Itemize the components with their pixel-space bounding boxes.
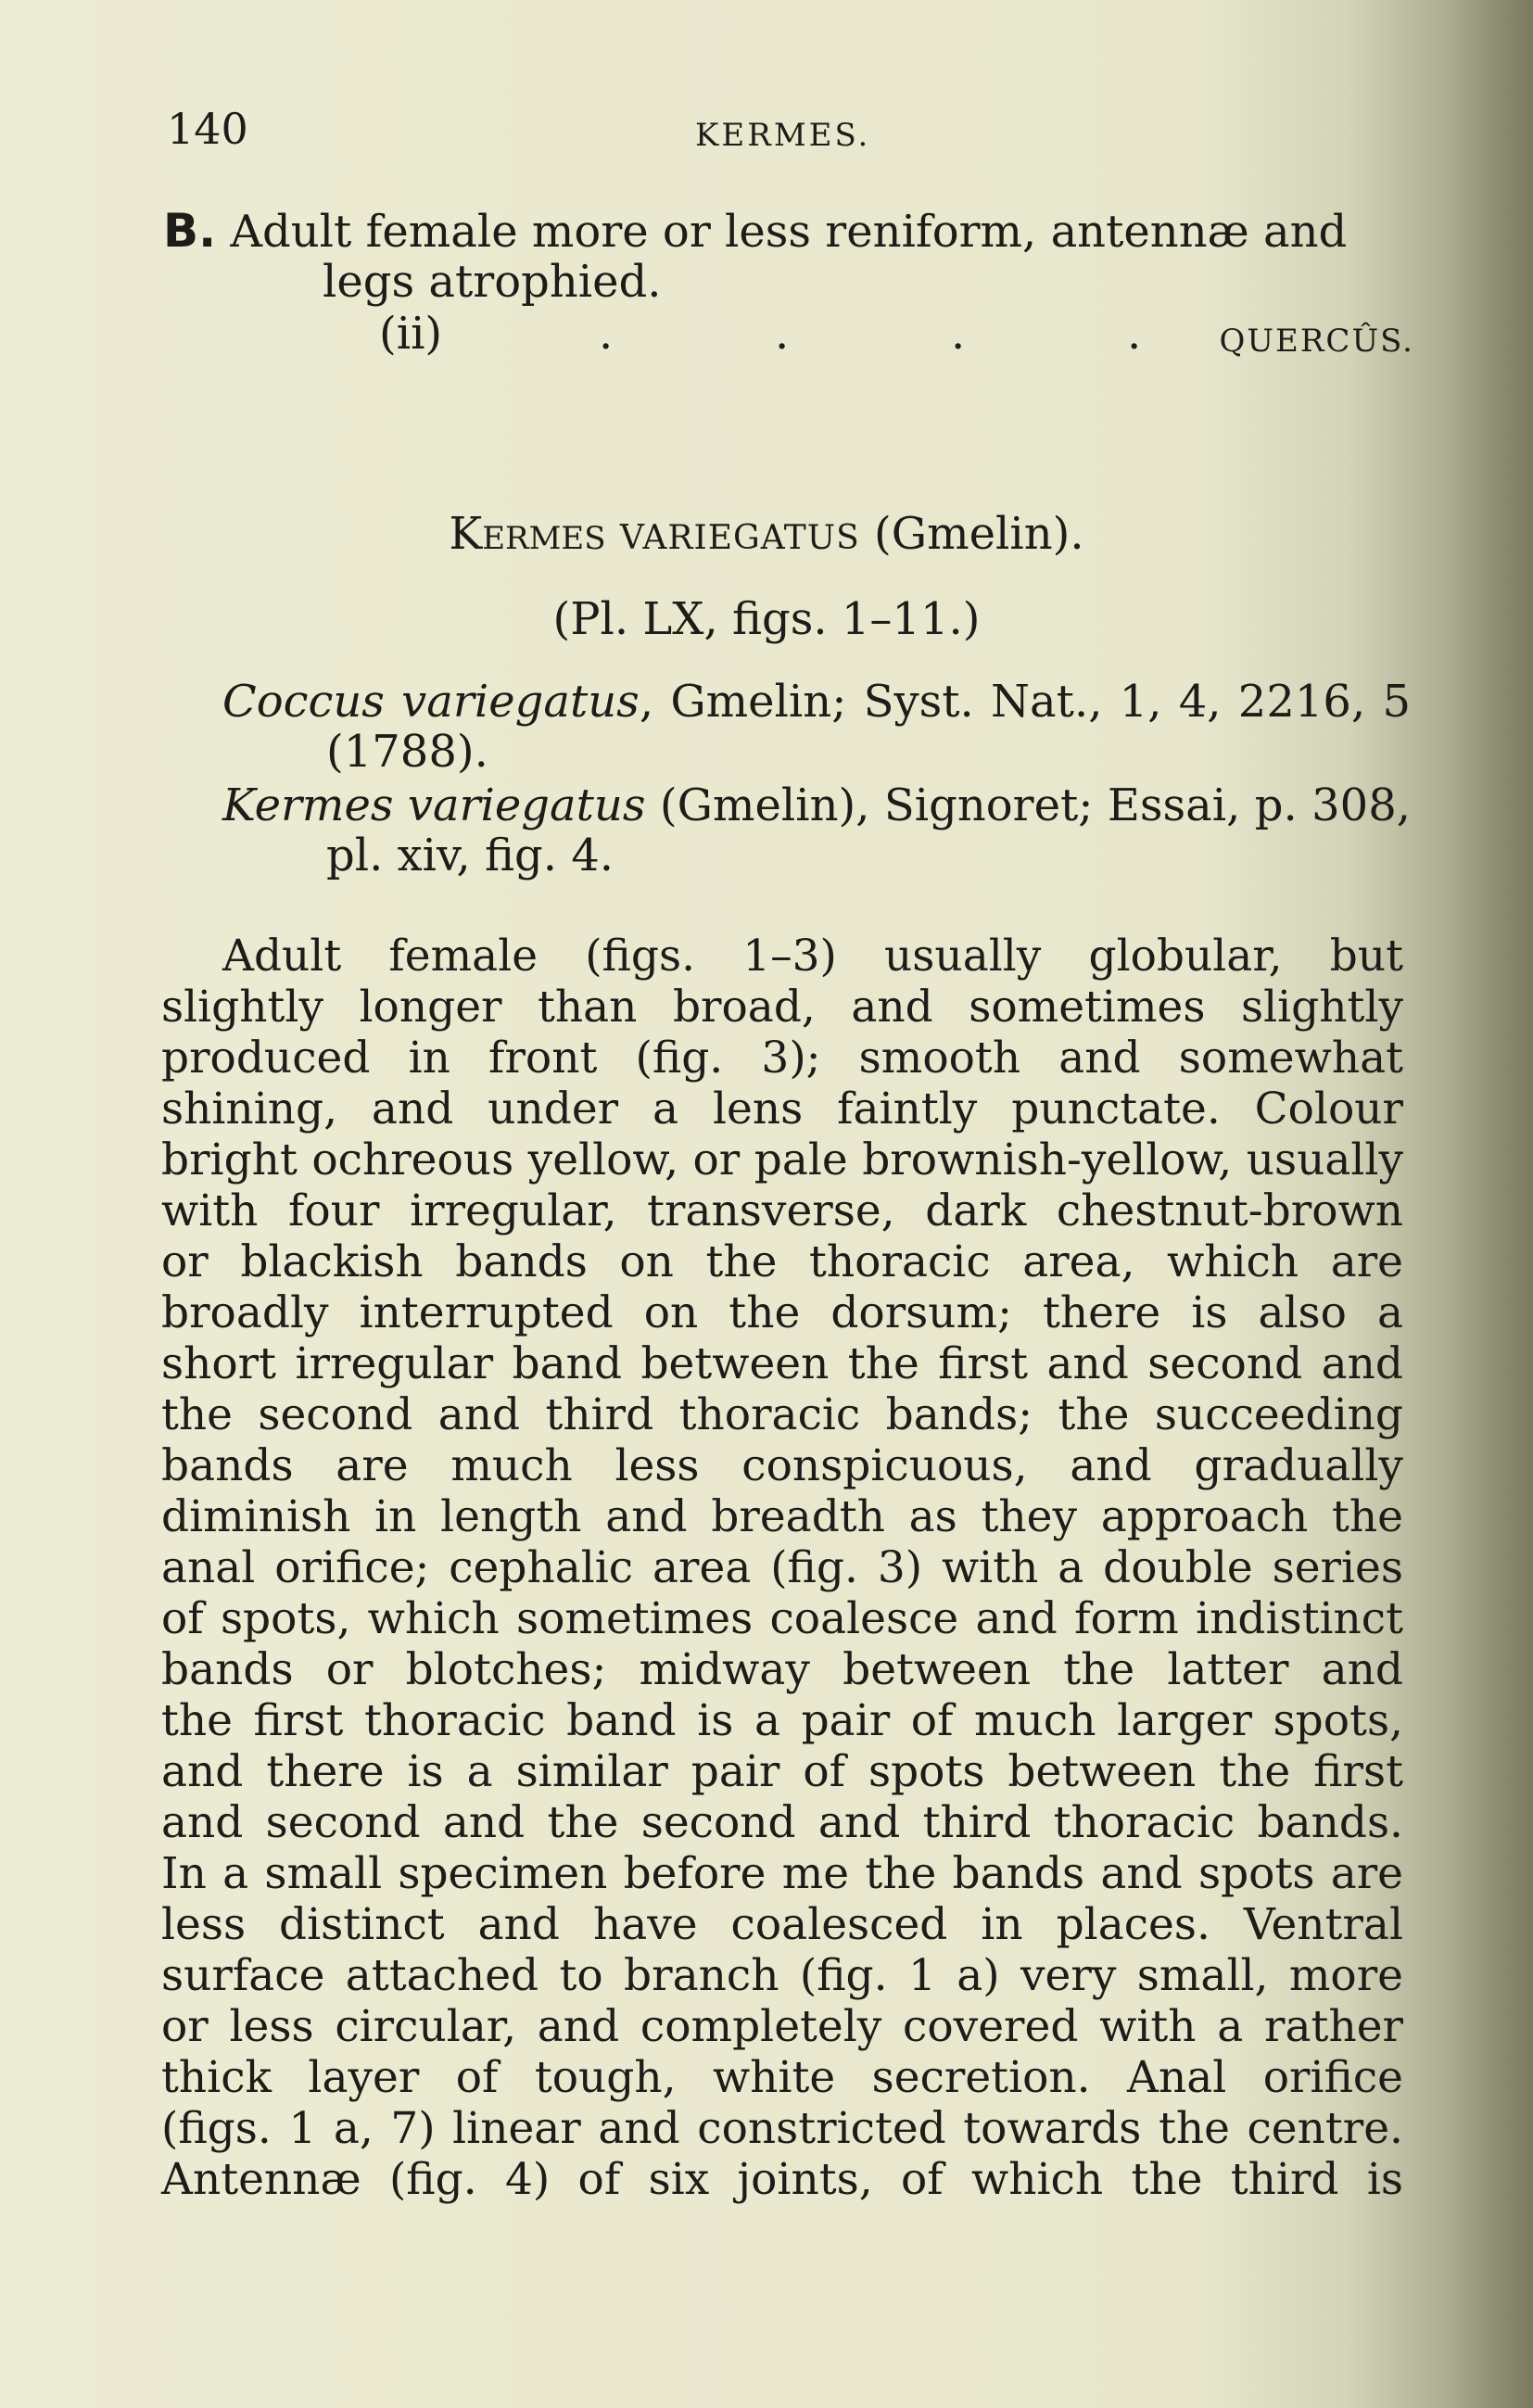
description-line: slightly longer than broad, and sometimes slightly <box>161 982 1403 1033</box>
key-numeral: (ii) <box>379 308 443 360</box>
description-line: bands are much less conspicuous, and gradually <box>161 1440 1403 1491</box>
description-line: or blackish bands on the thoracic area, which are <box>161 1236 1403 1287</box>
header-title: KERMES. <box>695 117 871 154</box>
page-number: 140 <box>167 104 248 154</box>
synonym-citation: , Gmelin; Syst. Nat., 1, 4, 2216, 5 <box>639 676 1412 728</box>
description-line: diminish in length and breadth as they approach the <box>161 1491 1403 1542</box>
synonym-citation: (Gmelin), Signoret; Essai, p. 308, <box>645 779 1411 831</box>
key-letter: B. <box>163 204 217 258</box>
description-line: thick layer of tough, white secretion. Anal orifice <box>161 2052 1403 2103</box>
key-line-2: legs atrophied. <box>323 256 662 308</box>
description-line: (figs. 1 a, 7) linear and constricted towards the centre. <box>161 2103 1403 2154</box>
description-line: surface attached to branch (fig. 1 a) very small, more <box>161 1950 1403 2001</box>
key-genus: QUERCÛS. <box>1219 323 1414 360</box>
description-line: broadly interrupted on the dorsum; there is also a <box>161 1287 1403 1338</box>
description-line: In a small specimen before me the bands and spots are <box>161 1848 1403 1899</box>
synonym-citation-continued: (1788). <box>326 726 488 778</box>
description-line: less distinct and have coalesced in places. Ventral <box>161 1899 1403 1950</box>
description-line: bands or blotches; midway between the latter and <box>161 1644 1403 1695</box>
plate-reference: (Pl. LX, figs. 1–11.) <box>552 593 981 645</box>
leader-dot: . <box>1127 308 1142 360</box>
page-edge-shadow <box>1450 0 1533 2408</box>
description-line: Adult female (figs. 1–3) usually globular, but <box>222 931 1403 982</box>
synonym-name: Kermes variegatus <box>222 779 646 831</box>
running-head <box>167 104 1409 159</box>
species-description <box>161 931 1403 2205</box>
description-line: bright ochreous yellow, or pale brownish-yellow, usually <box>161 1134 1403 1185</box>
description-line: the second and third thoracic bands; the succeeding <box>161 1389 1403 1440</box>
description-line: shining, and under a lens faintly punctate. Colour <box>161 1084 1403 1134</box>
description-line: produced in front (fig. 3); smooth and somewhat <box>161 1033 1403 1084</box>
synonym-entry <box>222 780 1411 881</box>
key-line-3 <box>163 309 1414 361</box>
synonym-name: Coccus variegatus <box>222 676 640 728</box>
species-epithet: VARIEGATUS <box>619 519 860 557</box>
leader-dot: . <box>599 308 614 360</box>
description-line: of spots, which sometimes coalesce and form indistinct <box>161 1593 1403 1644</box>
species-genus: Kermes <box>449 508 606 560</box>
synonym-entry <box>222 677 1411 777</box>
identification-key-entry <box>163 206 1414 361</box>
leader-dot: . <box>951 308 966 360</box>
description-line: and second and the second and third thoracic bands. <box>161 1797 1403 1848</box>
description-line: and there is a similar pair of spots between the first <box>161 1746 1403 1797</box>
description-line: Antennæ (fig. 4) of six joints, of which the third is <box>161 2154 1403 2205</box>
synonym-citation-continued: pl. xiv, fig. 4. <box>326 830 614 881</box>
species-authority: (Gmelin). <box>874 508 1084 560</box>
leader-dot: . <box>775 308 790 360</box>
description-line: anal orifice; cephalic area (fig. 3) with a double series <box>161 1542 1403 1593</box>
key-text-1: Adult female more or less reniform, antennæ and <box>230 206 1348 258</box>
description-line: the first thoracic band is a pair of much larger spots, <box>161 1695 1403 1746</box>
species-heading <box>0 508 1533 560</box>
description-line: or less circular, and completely covered with a rather <box>161 2001 1403 2052</box>
key-line-1 <box>163 206 1414 257</box>
synonymy-list <box>222 677 1411 884</box>
description-line: with four irregular, transverse, dark chestnut-brown <box>161 1185 1403 1236</box>
description-line: short irregular band between the first and second and <box>161 1338 1403 1389</box>
